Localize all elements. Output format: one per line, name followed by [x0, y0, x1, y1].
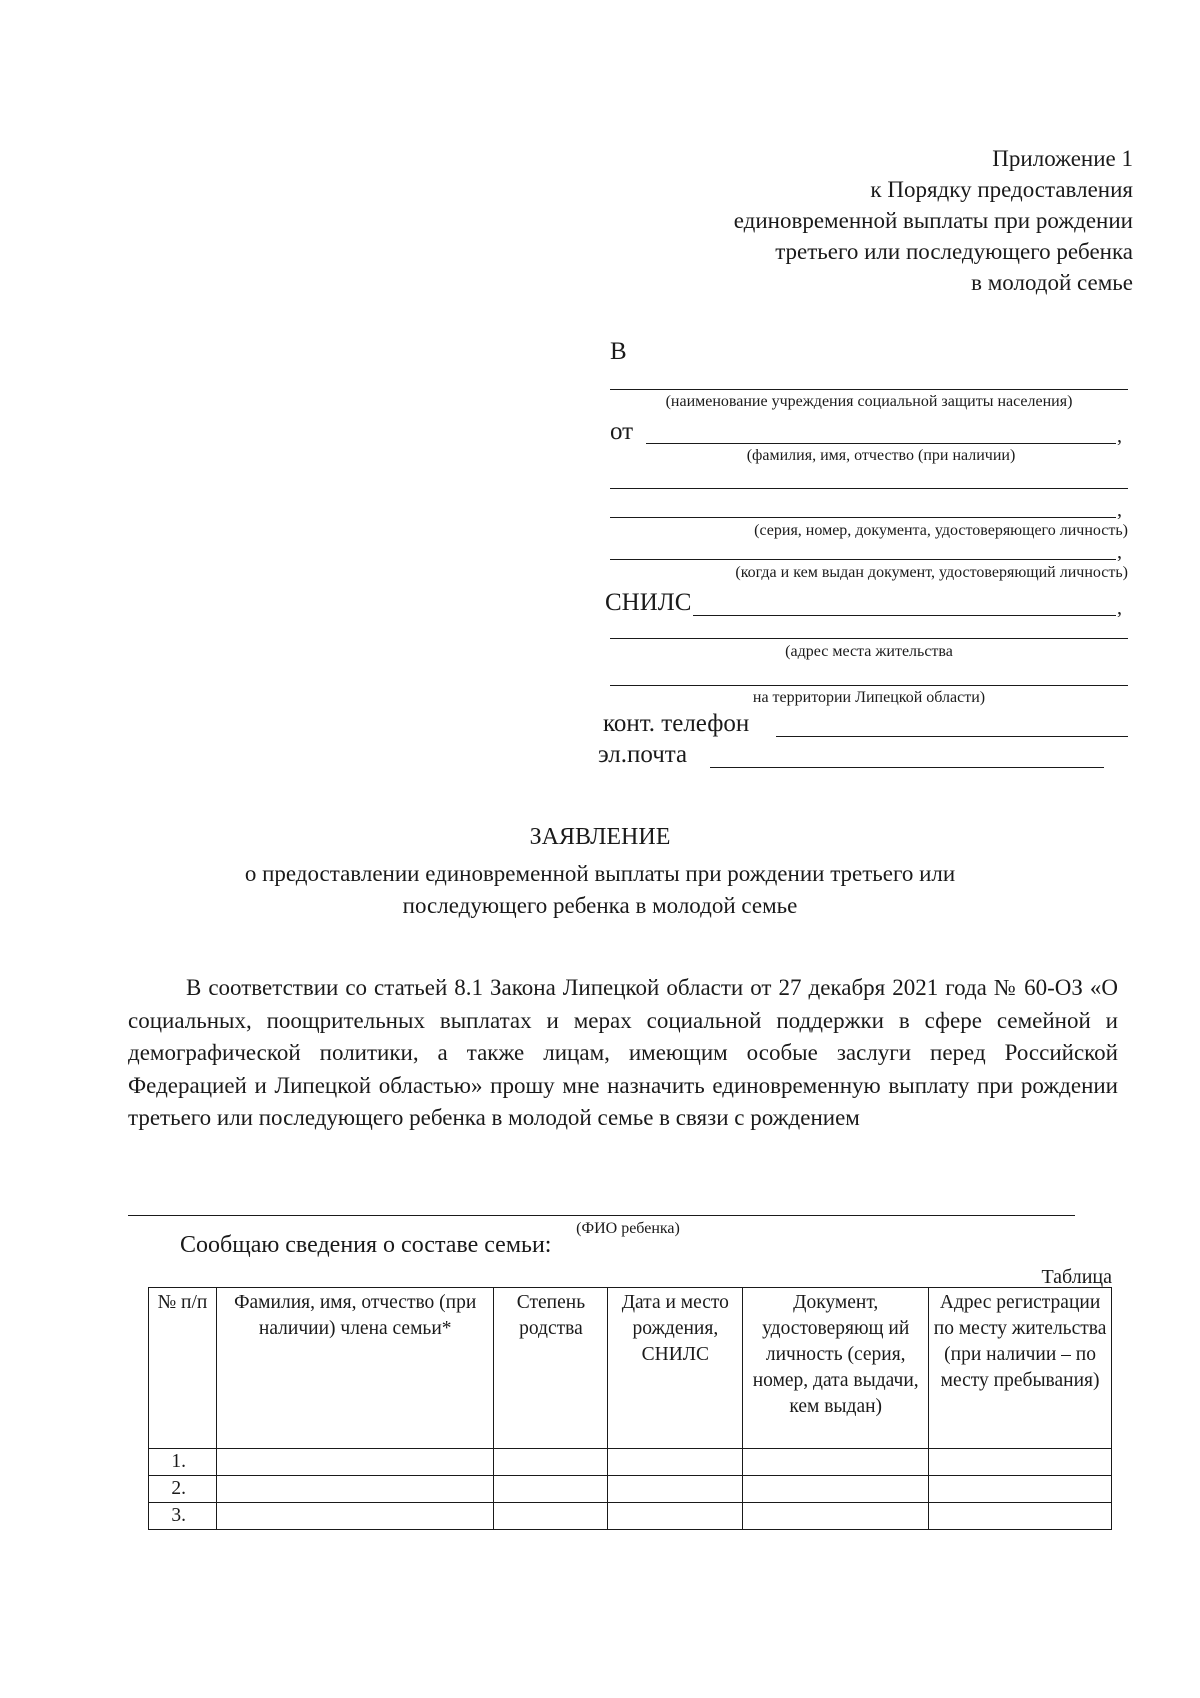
table-cell[interactable]	[216, 1503, 494, 1530]
appendix-line: Приложение 1	[992, 146, 1133, 171]
row-number: 3.	[149, 1503, 217, 1530]
family-table	[148, 1287, 1112, 1530]
applicant-name-field-2[interactable]	[610, 488, 1128, 489]
child-name-field[interactable]	[128, 1215, 1075, 1216]
table-row	[149, 1503, 1112, 1530]
document-title: ЗАЯВЛЕНИЕ	[529, 824, 671, 850]
document-field[interactable]	[610, 517, 1116, 518]
column-header: Фамилия, имя, отчество (при наличии) члена семьи*	[216, 1288, 494, 1449]
table-cell[interactable]	[743, 1476, 929, 1503]
document-caption: (серия, номер, документа, удостоверяющего личность)	[754, 522, 1128, 539]
table-cell[interactable]	[494, 1503, 608, 1530]
table-cell[interactable]	[608, 1476, 743, 1503]
table-row	[149, 1449, 1112, 1476]
table-cell[interactable]	[216, 1476, 494, 1503]
appendix-line: третьего или последующего ребенка	[775, 239, 1133, 264]
column-header: Дата и место рождения, СНИЛС	[608, 1288, 743, 1449]
address-field-2[interactable]	[610, 685, 1128, 686]
table-cell[interactable]	[929, 1503, 1112, 1530]
address-caption-2: на территории Липецкой области)	[752, 689, 986, 706]
column-header: № п/п	[149, 1288, 217, 1449]
column-header: Адрес регистрации по месту жительства (при наличии – по месту пребывания)	[929, 1288, 1112, 1449]
snils-label: СНИЛС	[605, 589, 692, 616]
table-header-row	[149, 1288, 1112, 1449]
comma: ,	[1117, 499, 1122, 521]
paragraph-text: В соответствии со статьей 8.1 Закона Липецкой области от 27 декабря 2021 года № 60-ОЗ «О социальных, поощрительных выплатах и мерах социальной поддержки в сфере семейной и демографической политики, а также лицам, имеющим особые заслуги перед Российской Федерацией и Липецкой областью» прошу мне назначить единовременную выплату при рождении третьего или последующего ребенка в молодой семье в связи с рождением	[128, 975, 1118, 1130]
appendix-line: в молодой семье	[971, 270, 1133, 295]
comma: ,	[1117, 425, 1122, 447]
column-header: Степень родства	[494, 1288, 608, 1449]
table-cell[interactable]	[608, 1449, 743, 1476]
table-cell[interactable]	[743, 1449, 929, 1476]
institution-caption: (наименование учреждения социальной защиты населения)	[665, 393, 1073, 410]
child-caption: (ФИО ребенка)	[576, 1220, 680, 1237]
body-paragraph	[128, 972, 1118, 1135]
fio-caption: (фамилия, имя, отчество (при наличии)	[746, 447, 1016, 464]
snils-field[interactable]	[693, 615, 1116, 616]
table-cell[interactable]	[494, 1449, 608, 1476]
column-header: Документ, удостоверяющ ий личность (серия, номер, дата выдачи, кем выдан)	[743, 1288, 929, 1449]
email-label: эл.почта	[598, 741, 688, 768]
issued-caption: (когда и кем выдан документ, удостоверяющий личность)	[735, 564, 1128, 581]
subtitle-line: последующего ребенка в молодой семье	[402, 893, 798, 918]
table-cell[interactable]	[929, 1449, 1112, 1476]
table-cell[interactable]	[494, 1476, 608, 1503]
row-number: 2.	[149, 1476, 217, 1503]
comma: ,	[1117, 597, 1122, 619]
email-field[interactable]	[710, 767, 1104, 768]
table-cell[interactable]	[743, 1503, 929, 1530]
table-cell[interactable]	[929, 1476, 1112, 1503]
applicant-name-field[interactable]	[646, 443, 1116, 444]
address-field[interactable]	[610, 638, 1128, 639]
family-intro: Сообщаю сведения о составе семьи:	[180, 1232, 552, 1258]
subtitle-line: о предоставлении единовременной выплаты при рождении третьего или	[244, 861, 956, 886]
comma: ,	[1117, 541, 1122, 563]
phone-field[interactable]	[776, 736, 1128, 737]
appendix-line: к Порядку предоставления	[870, 177, 1133, 202]
to-label: В	[610, 338, 627, 365]
table-cell[interactable]	[216, 1449, 494, 1476]
from-label: от	[610, 418, 634, 445]
table-row	[149, 1476, 1112, 1503]
table-cell[interactable]	[608, 1503, 743, 1530]
appendix-block	[734, 143, 1133, 298]
row-number: 1.	[149, 1449, 217, 1476]
document-subtitle	[0, 858, 1200, 922]
phone-label: конт. телефон	[603, 710, 750, 737]
address-caption-1: (адрес места жительства	[785, 643, 953, 660]
institution-field[interactable]	[610, 389, 1128, 390]
table-caption: Таблица	[1041, 1266, 1112, 1288]
appendix-line: единовременной выплаты при рождении	[733, 208, 1133, 233]
document-issued-field[interactable]	[610, 559, 1116, 560]
